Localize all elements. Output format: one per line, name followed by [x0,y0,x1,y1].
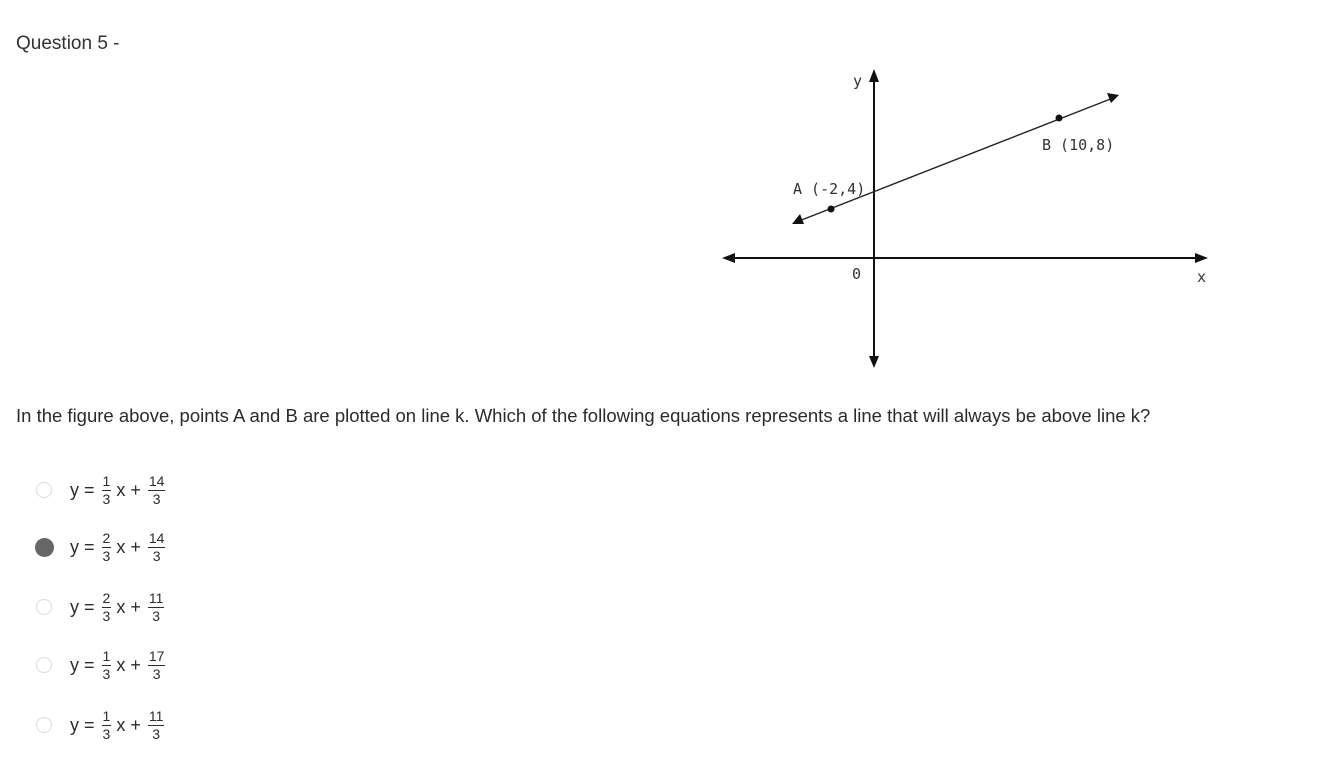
x-axis-arrow-left [722,253,735,263]
y-axis-label: y [853,72,863,90]
question-title: Question 5 - [16,33,120,54]
equation [70,709,166,742]
intercept-denominator: 3 [152,725,160,742]
eq-lhs: y [70,479,79,500]
point-b-label: B (10,8) [1042,136,1115,154]
intercept-denominator: 3 [152,547,161,564]
radio-button[interactable] [36,599,52,615]
intercept-numerator: 11 [148,589,164,606]
slope-denominator: 3 [102,665,111,682]
eq-lhs: y [70,536,79,557]
slope-fraction [102,649,112,682]
equation [70,531,167,564]
slope-denominator: 3 [102,490,111,507]
eq-equals: = [84,479,95,500]
slope-numerator: 1 [102,647,111,664]
eq-equals: = [84,596,95,617]
answer-option-2[interactable] [36,519,167,575]
radio-button[interactable] [36,482,52,498]
eq-plus: + [130,596,141,617]
x-axis-arrow-right [1195,253,1208,263]
intercept-numerator: 17 [148,647,165,664]
eq-plus: + [130,536,141,557]
x-axis-label: x [1197,268,1207,286]
answer-option-4[interactable] [36,637,167,693]
point-b [1056,115,1063,122]
intercept-fraction [148,474,166,507]
eq-plus: + [130,654,141,675]
eq-x: x [116,596,126,617]
eq-plus: + [130,714,141,735]
intercept-fraction [148,649,166,682]
line-k-arrow-right [1107,93,1119,103]
slope-numerator: 2 [102,529,111,546]
intercept-denominator: 3 [152,607,160,624]
y-axis-arrow-up [869,69,879,82]
intercept-fraction [148,709,165,742]
y-axis-arrow-down [869,356,879,368]
eq-lhs: y [70,714,79,735]
eq-equals: = [84,654,95,675]
point-a [828,206,835,213]
slope-fraction [102,709,112,742]
answer-option-5[interactable] [36,697,166,753]
question-prompt: In the figure above, points A and B are plotted on line k. Which of the following equations represents a line that will always be above line k? [16,405,1151,426]
slope-fraction [102,531,112,564]
eq-plus: + [130,479,141,500]
equation [70,591,166,624]
eq-lhs: y [70,596,79,617]
slope-numerator: 2 [102,589,111,606]
intercept-denominator: 3 [152,665,161,682]
slope-fraction [102,591,112,624]
equation [70,474,167,507]
answer-option-1[interactable] [36,462,167,518]
intercept-denominator: 3 [152,490,161,507]
eq-x: x [116,654,126,675]
radio-button[interactable] [36,717,52,733]
intercept-numerator: 14 [148,529,165,546]
point-a-label: A (-2,4) [793,180,866,198]
eq-equals: = [84,714,95,735]
intercept-numerator: 11 [148,707,164,724]
eq-lhs: y [70,654,79,675]
intercept-fraction [148,531,166,564]
radio-button[interactable] [36,657,52,673]
origin-label: 0 [852,265,862,283]
equation [70,649,167,682]
coordinate-figure [715,62,1225,377]
radio-button-selected[interactable] [35,538,54,557]
slope-fraction [102,474,112,507]
slope-denominator: 3 [102,725,111,742]
slope-denominator: 3 [102,547,111,564]
slope-denominator: 3 [102,607,111,624]
answer-option-3[interactable] [36,579,166,635]
intercept-numerator: 14 [148,472,165,489]
intercept-fraction [148,591,165,624]
eq-x: x [116,536,126,557]
line-k [799,98,1113,221]
slope-numerator: 1 [102,472,111,489]
eq-x: x [116,479,126,500]
eq-equals: = [84,536,95,557]
eq-x: x [116,714,126,735]
slope-numerator: 1 [102,707,111,724]
